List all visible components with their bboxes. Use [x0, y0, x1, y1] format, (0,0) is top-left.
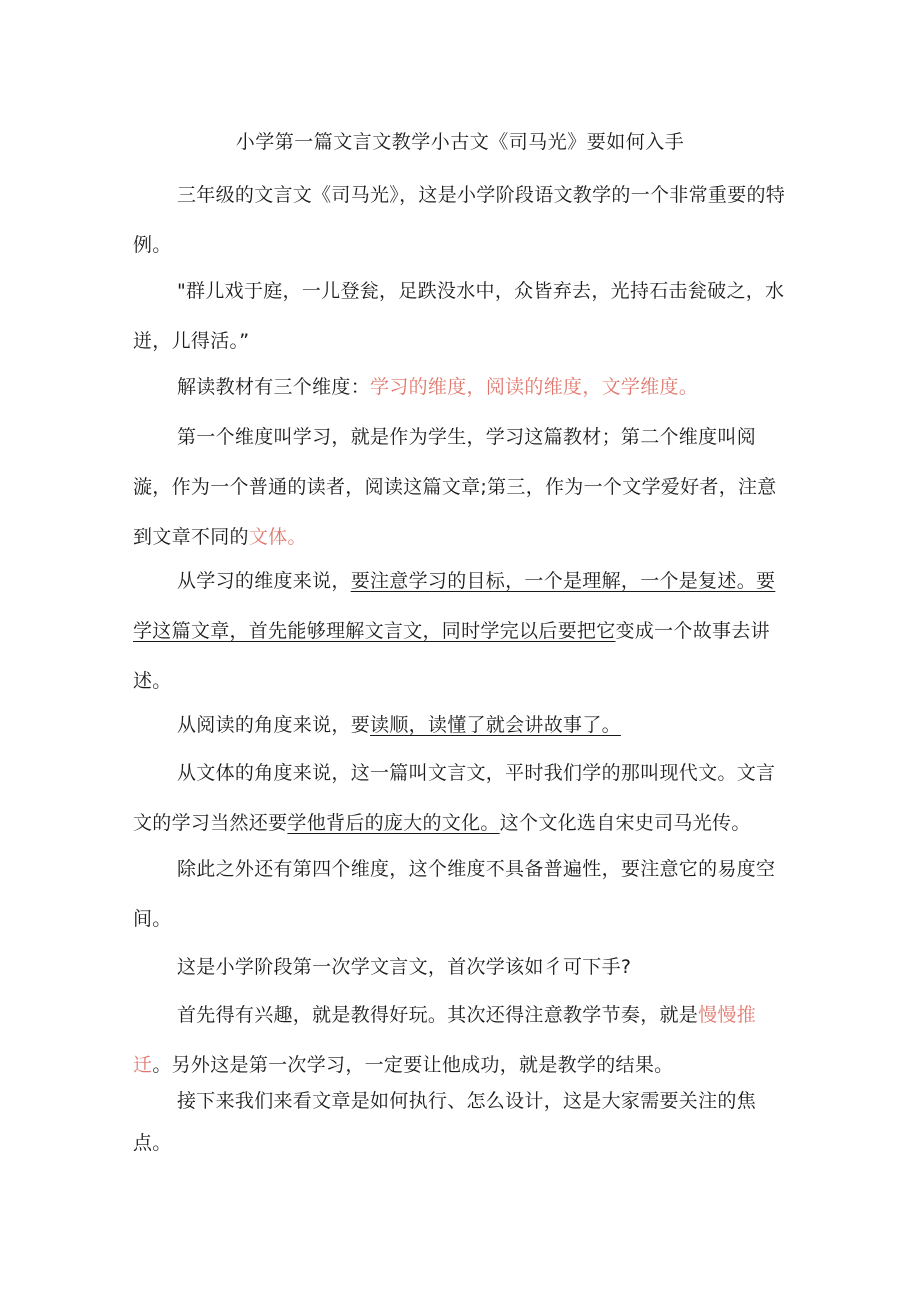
document-title: 小学第一篇文言文教学小古文《司马光》要如何入手 — [235, 131, 685, 153]
paragraph-7 — [133, 748, 788, 848]
paragraph-text: 从文体的角度来说，这一篇叫文言文，平时我们学的那叫现代文。文言文的学习当然还要 — [133, 762, 776, 834]
underlined-text: 要注意学习的目标，一个是理解，一个是复述。要学这篇文章，首先能够理解文言文，同时学完以后要把它 — [133, 570, 776, 642]
paragraph-text: 这是小学阶段第一次学文言文，首次学该如彳可下手? — [177, 956, 632, 978]
paragraph-3 — [133, 362, 788, 412]
paragraph-text: 第一个维度叫学习，就是作为学生，学习这篇教材；第二个维度叫阅漩，作为一个普通的读者，阅读这篇文章;第三，作为一个文学爱好者，注意到文章不同的 — [133, 426, 777, 548]
paragraph-text: 变成一个故事去讲述。 — [133, 620, 770, 692]
highlighted-text: 文体。 — [248, 526, 307, 548]
paragraph-text: 接下来我们来看文章是如何执行、怎么设计，这是大家需要关注的焦点。 — [133, 1090, 757, 1154]
paragraph-text: 解读教材有三个维度： — [177, 376, 371, 398]
paragraph-text: 从学习的维度来说， — [177, 570, 351, 592]
underlined-text: 读顺，读懂了就会讲故事了。 — [370, 714, 621, 736]
paragraph-text: 首先得有兴趣，就是教得好玩。其次还得注意教学节奏，就是 — [177, 1004, 699, 1026]
highlighted-text: 学习的维度，阅读的维度，文学维度。 — [370, 376, 699, 398]
paragraph-text: 这个文化选自宋史司马光传。 — [499, 812, 751, 834]
paragraph-text: 。另外这是第一次学习，一定要让他成功，就是教学的结果。 — [152, 1054, 674, 1076]
paragraph-text: "群儿戏于庭，一儿登瓮，足跌没水中，众皆弃去，光持石击瓮破之，水迸，儿得活。” — [133, 280, 785, 352]
paragraph-10 — [133, 990, 788, 1090]
paragraph-5 — [133, 556, 788, 706]
paragraph-11 — [133, 1080, 788, 1164]
paragraph-4 — [133, 412, 788, 562]
paragraph-text: 除此之外还有第四个维度，这个维度不具备普遍性，要注意它的易度空间。 — [133, 858, 776, 930]
paragraph-2-quote — [133, 266, 788, 366]
paragraph-1 — [133, 170, 788, 270]
underlined-text: 学他背后的庞大的文化。 — [287, 812, 500, 834]
paragraph-6 — [133, 700, 788, 750]
paragraph-text: 从阅读的角度来说，要 — [177, 714, 371, 736]
paragraph-9 — [133, 942, 788, 992]
paragraph-text: 三年级的文言文《司马光》，这是小学阶段语文教学的一个非常重要的特例。 — [133, 184, 786, 256]
highlighted-text: 慢慢推迁 — [133, 1004, 757, 1076]
paragraph-8 — [133, 844, 788, 944]
